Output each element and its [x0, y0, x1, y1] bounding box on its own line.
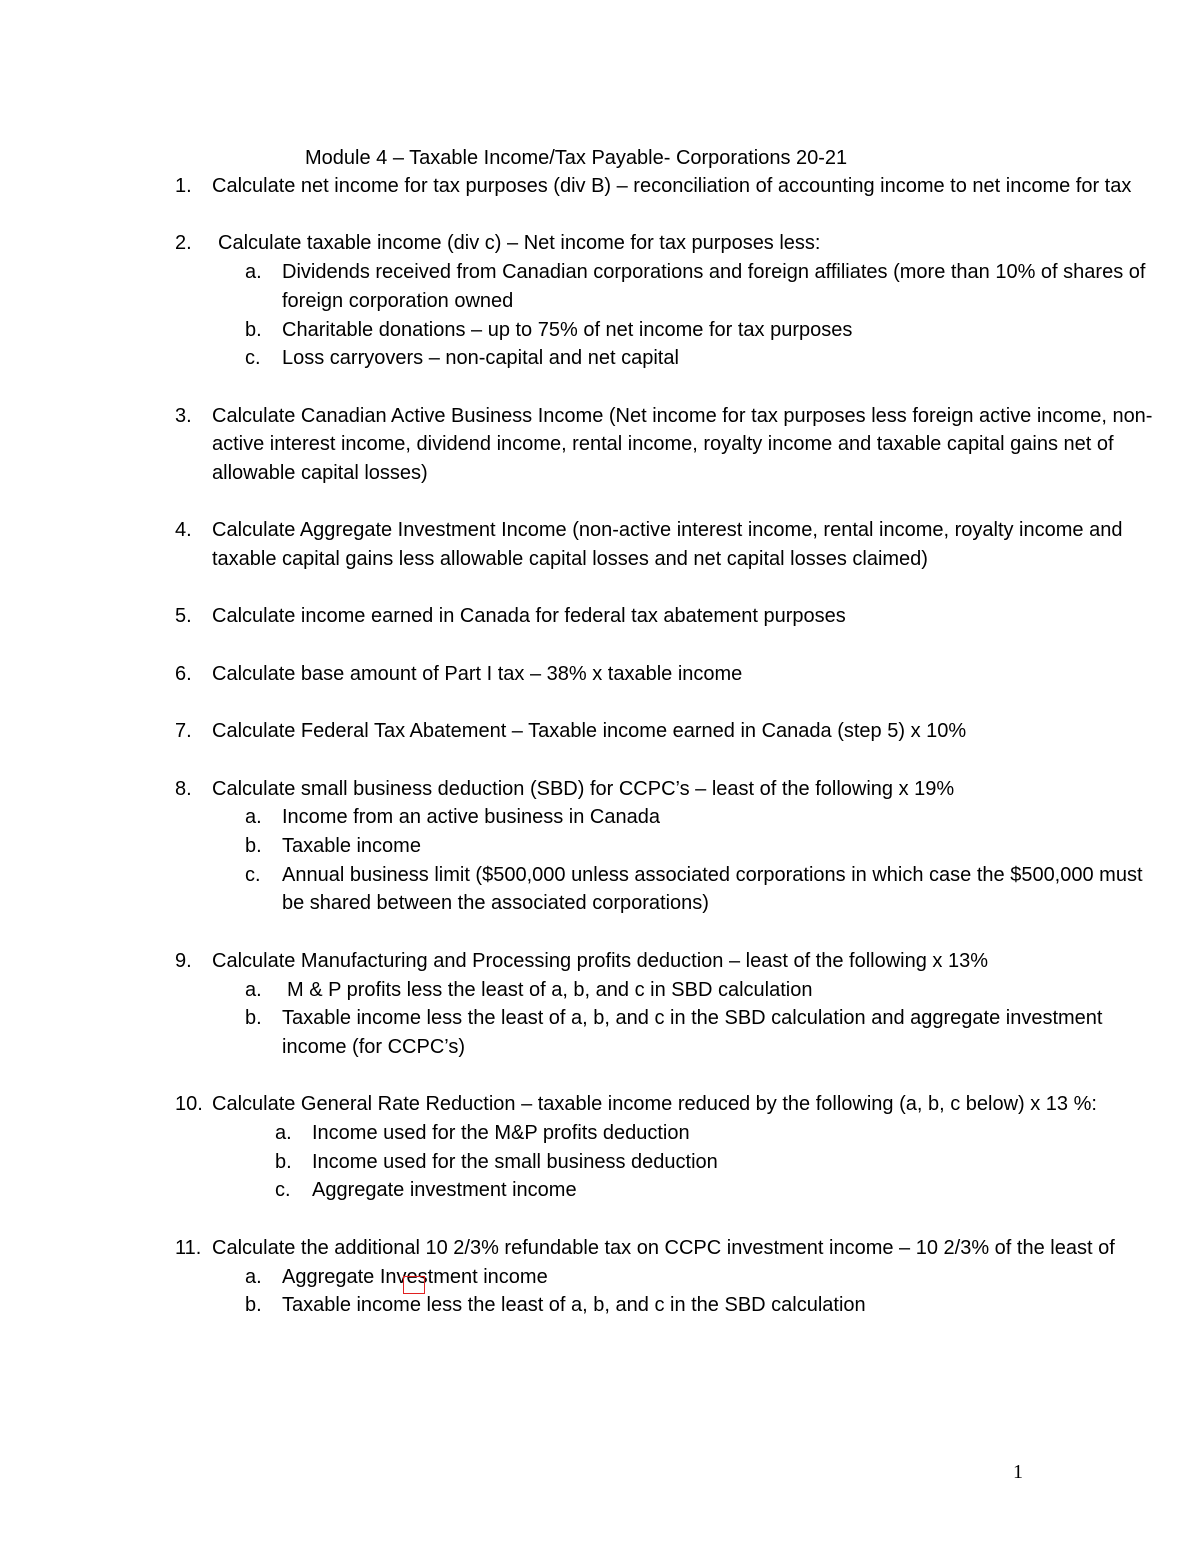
sub-item: [245, 1291, 1165, 1320]
sub-item: [275, 1176, 1165, 1205]
sub-item: [245, 832, 1165, 861]
step-item-8: [175, 775, 1165, 919]
sub-letter: c.: [275, 1179, 291, 1202]
step-number: 9.: [175, 949, 192, 972]
step-item-7: [175, 717, 1165, 746]
step-number: 5.: [175, 605, 192, 628]
sub-letter: b.: [275, 1150, 292, 1173]
step-item-11: [175, 1234, 1165, 1320]
sub-item: [245, 976, 1165, 1005]
sub-letter: a.: [245, 978, 262, 1001]
sub-item: [245, 316, 1165, 345]
sub-text: Dividends received from Canadian corporations and foreign affiliates (more than 10% of shares of foreign corporation owned: [282, 261, 1146, 312]
step-number: 2.: [175, 232, 192, 255]
sub-text: Taxable income: [282, 835, 421, 858]
sub-letter: b.: [245, 1294, 262, 1317]
step-number: 11.: [175, 1236, 202, 1259]
step-item-2: [175, 229, 1165, 373]
step-item-6: [175, 660, 1165, 689]
step-number: 3.: [175, 404, 192, 427]
sub-letter: c.: [245, 347, 261, 370]
step-item-1: [175, 172, 1165, 201]
page-number: 1: [1013, 1461, 1023, 1483]
step-text: Calculate Manufacturing and Processing profits deduction – least of the following x 13%: [212, 949, 989, 972]
step-item-9: [175, 947, 1165, 1062]
sub-letter: c.: [245, 863, 261, 886]
page-title: Module 4 – Taxable Income/Tax Payable- Corporations 20-21: [305, 147, 848, 169]
sub-letter: a.: [245, 261, 262, 284]
step-text: Calculate Federal Tax Abatement – Taxable income earned in Canada (step 5) x 10%: [212, 720, 967, 743]
step-number: 8.: [175, 777, 192, 800]
step-number: 1.: [175, 175, 192, 197]
sub-text: Aggregate Investment income: [282, 1265, 548, 1288]
sub-letter: a.: [275, 1122, 292, 1145]
sub-text: Taxable income less the least of a, b, and c in the SBD calculation and aggregate investment income (for CCPC’s): [282, 1007, 1103, 1058]
sub-item: [245, 258, 1165, 315]
sub-text: M & P profits less the least of a, b, and c in SBD calculation: [287, 978, 813, 1001]
sub-text: Charitable donations – up to 75% of net income for tax purposes: [282, 318, 853, 341]
step-item-3: [175, 402, 1165, 488]
step-text: Calculate taxable income (div c) – Net income for tax purposes less:: [218, 232, 821, 255]
step-number: 10.: [175, 1093, 203, 1116]
annotation-highlight-box: [403, 1276, 425, 1294]
sub-text: Annual business limit ($500,000 unless associated corporations in which case the $500,000 must be shared between the associated corporations): [282, 863, 1143, 915]
sub-item: [275, 1148, 1165, 1177]
sub-item: [275, 1119, 1165, 1148]
step-number: 4.: [175, 519, 192, 542]
step-number: 6.: [175, 662, 192, 685]
sub-text: Loss carryovers – non-capital and net capital: [282, 347, 679, 370]
sub-text: Income used for the M&P profits deduction: [312, 1122, 690, 1145]
sub-letter: b.: [245, 835, 262, 858]
sub-item: [245, 803, 1165, 832]
sub-item: [245, 1263, 1165, 1292]
step-number: 7.: [175, 720, 192, 743]
sub-letter: b.: [245, 1007, 262, 1030]
sub-item: [245, 861, 1165, 918]
step-text: Calculate small business deduction (SBD) for CCPC’s – least of the following x 19%: [212, 777, 955, 800]
step-text: Calculate Aggregate Investment Income (non-active interest income, rental income, royalty income and taxable capital gains less allowable capital losses and net capital losses claimed): [212, 519, 1123, 571]
sub-text: Taxable income less the least of a, b, and c in the SBD calculation: [282, 1294, 866, 1317]
step-text: Calculate income earned in Canada for federal tax abatement purposes: [212, 605, 846, 628]
sub-letter: a.: [245, 1265, 262, 1288]
sub-text: Income used for the small business deduction: [312, 1150, 718, 1173]
sub-item: [245, 344, 1165, 373]
sub-letter: b.: [245, 318, 262, 341]
step-text: Calculate base amount of Part I tax – 38% x taxable income: [212, 662, 743, 685]
sub-text: Aggregate investment income: [312, 1179, 577, 1202]
sub-letter: a.: [245, 806, 262, 829]
step-text: Calculate General Rate Reduction – taxable income reduced by the following (a, b, c below) x 13 %:: [212, 1093, 1097, 1116]
sub-item: [245, 1004, 1165, 1061]
step-text: Calculate Canadian Active Business Income (Net income for tax purposes less foreign active income, non-active interest income, dividend income, rental income, royalty income and taxable capital gains net of allowable capital losses): [212, 404, 1153, 484]
step-list: [175, 172, 1165, 1320]
step-item-4: [175, 516, 1165, 573]
step-text: Calculate the additional 10 2/3% refundable tax on CCPC investment income – 10 2/3% of the least of: [212, 1236, 1115, 1259]
step-text: Calculate net income for tax purposes (div B) – reconciliation of accounting income to net income for tax: [212, 175, 1132, 197]
sub-text: Income from an active business in Canada: [282, 806, 660, 829]
step-item-5: [175, 602, 1165, 631]
step-item-10: [175, 1090, 1165, 1205]
